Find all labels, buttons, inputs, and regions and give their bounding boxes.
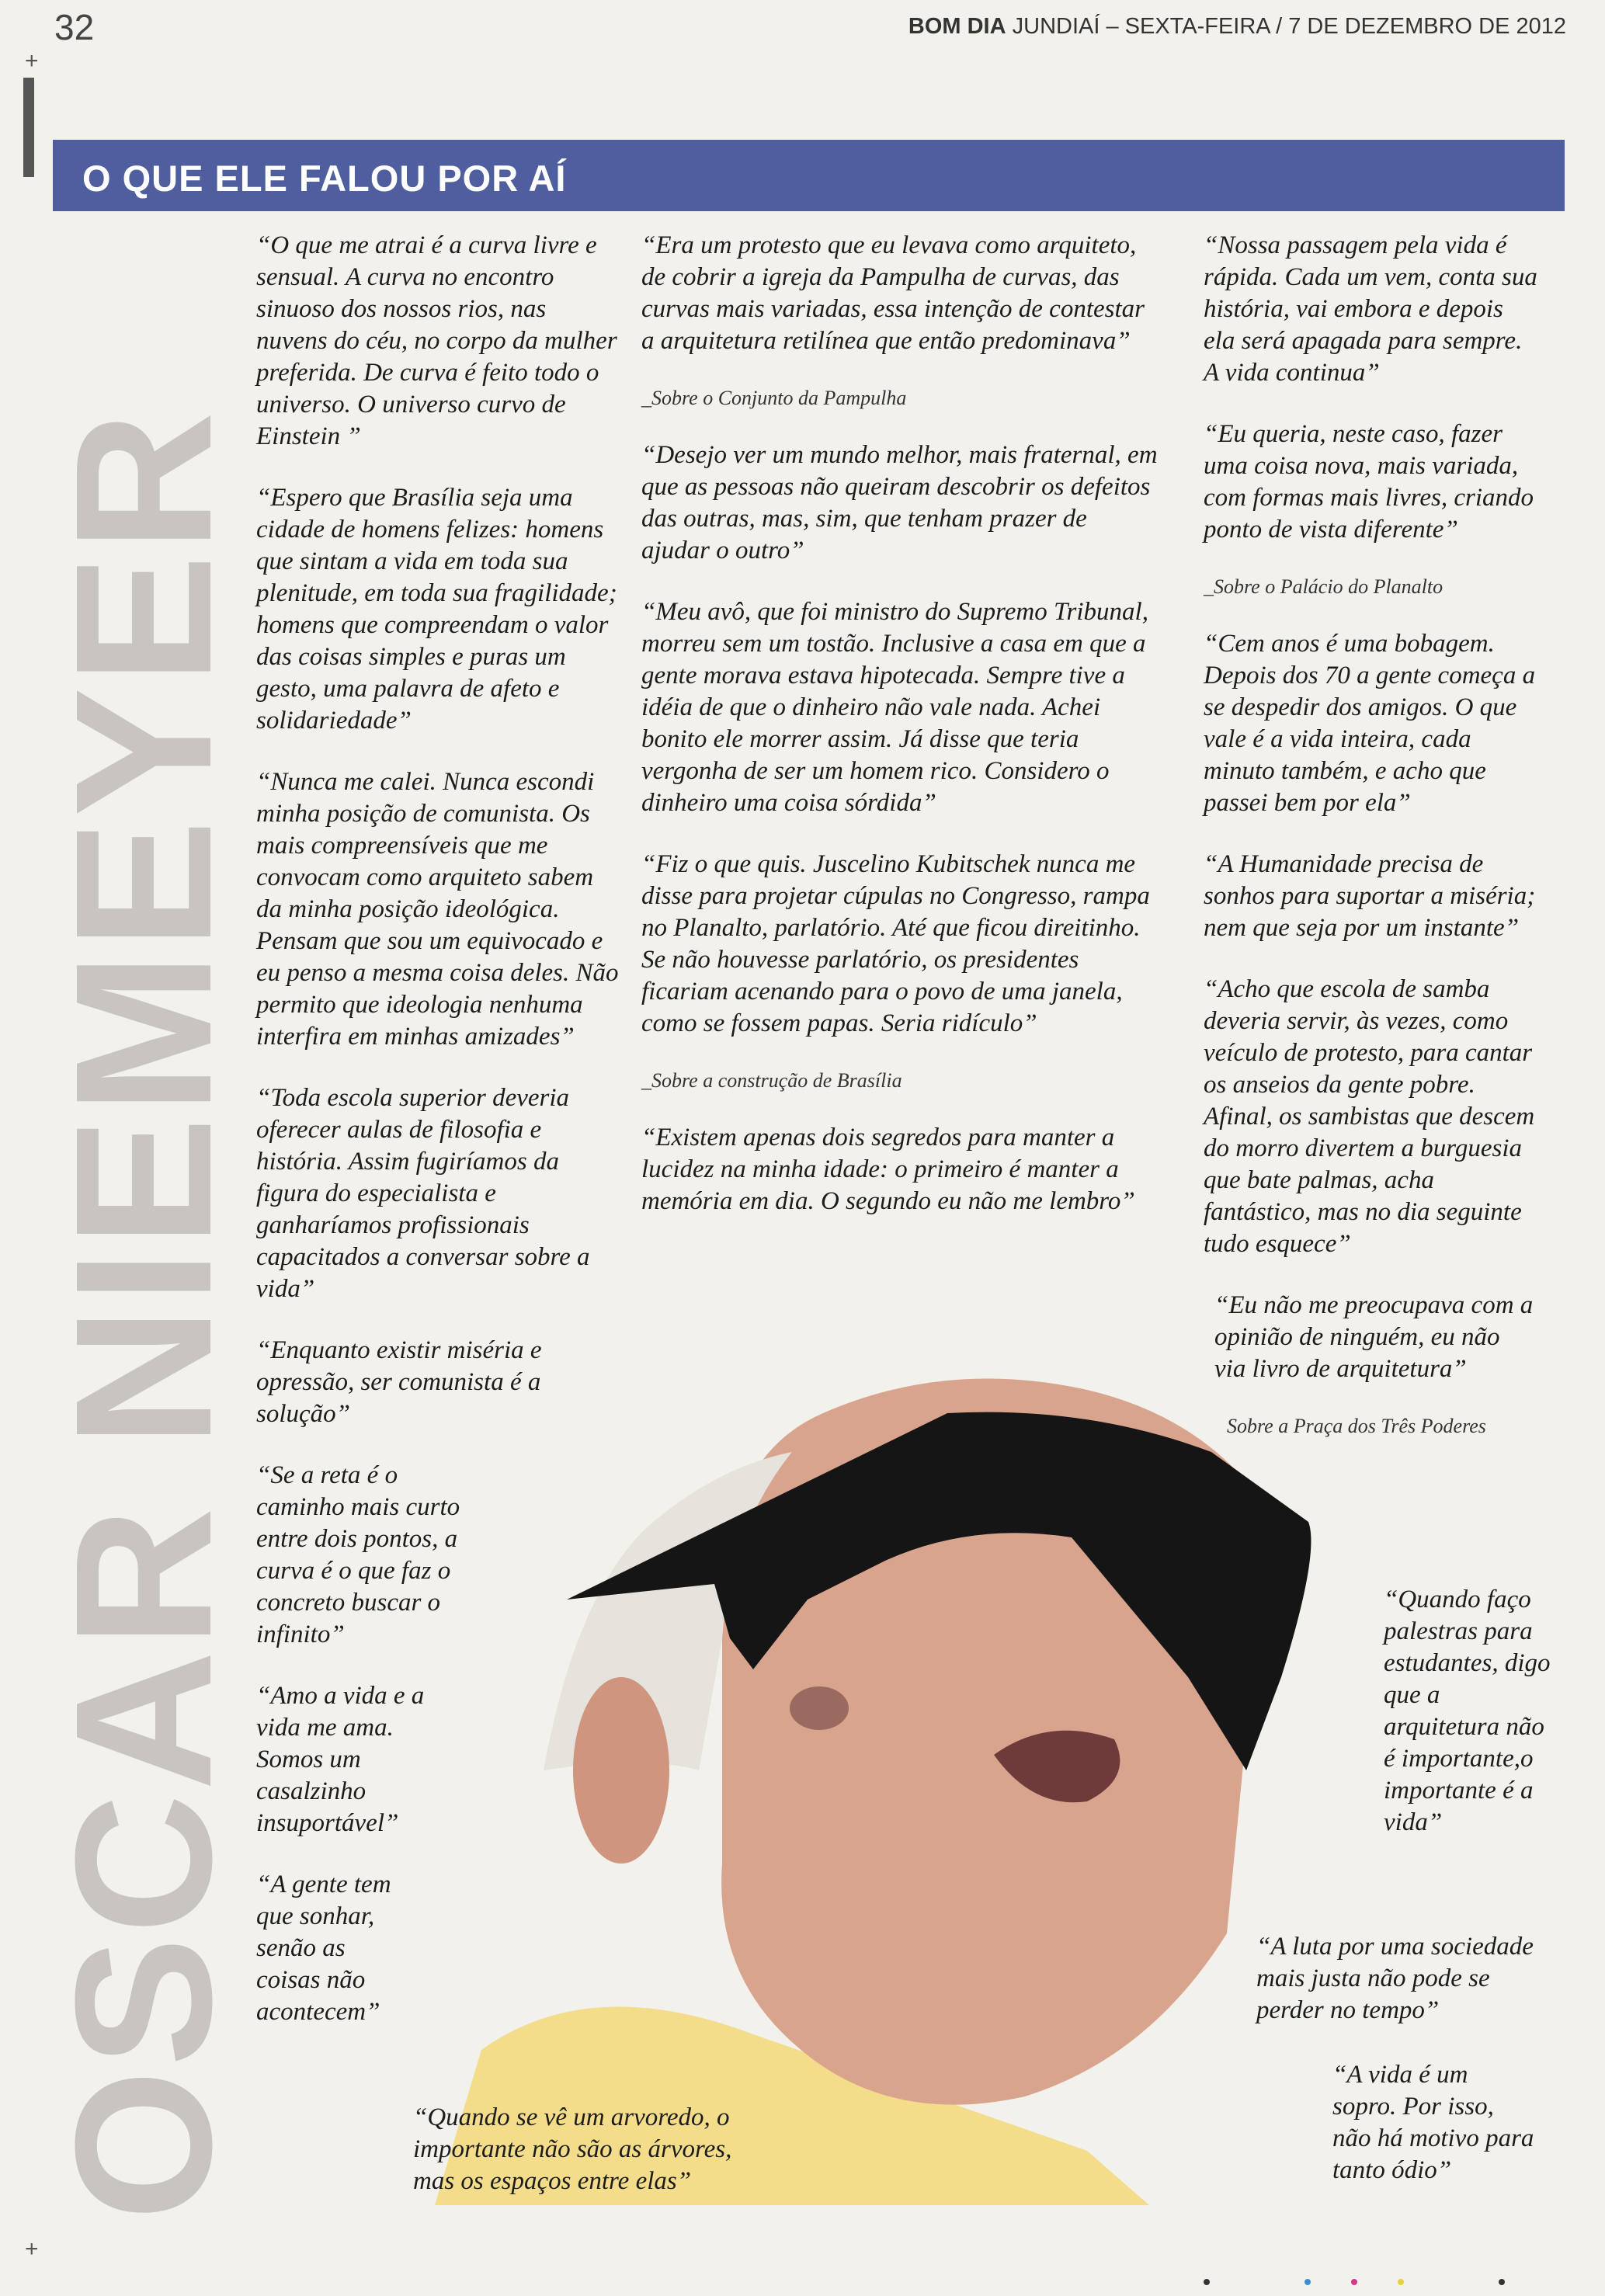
registration-dot-icon xyxy=(1304,2279,1311,2285)
registration-dot-icon xyxy=(1398,2279,1404,2285)
quote: “Quando faço palestras para estudantes, digo que a arquitetura não é importante,o importante é a vida” xyxy=(1384,1586,1551,1836)
section-header xyxy=(53,140,1565,211)
quote: “Nossa passagem pela vida é rápida. Cada um vem, conta sua história, vai embora e depois ela será apagada para sempre. A vida continua” xyxy=(1204,231,1537,387)
quote: “Acho que escola de samba deveria servir, às vezes, como veículo de protesto, para cantar os anseios da gente pobre. Afinal, os sambistas que descem do morro divertem a burguesia que bate palmas, acha fantástico, mas no dia seguinte tudo esquece” xyxy=(1204,975,1535,1258)
paper-name: BOM DIA xyxy=(908,14,1006,39)
quote: “Espero que Brasília seja uma cidade de homens felizes: homens que sintam a vida em toda sua plenitude, em toda sua fragilidade; homens que compreendam o valor das coisas simples e puras um gesto, uma palavra de afeto e solidariedade” xyxy=(256,484,617,735)
quote: “Existem apenas dois segredos para manter a lucidez na minha idade: o primeiro é manter a memória em dia. O segundo eu não me lembro” xyxy=(641,1124,1135,1215)
quote: “Amo a vida e a vida me ama. Somos um casalzinho insuportável” xyxy=(256,1682,425,1837)
quotes-column-2 xyxy=(641,230,1159,1247)
registration-dot-icon xyxy=(1499,2279,1505,2285)
quote: “Eu queria, neste caso, fazer uma coisa nova, mais variada, com formas mais livres, criando ponto de vista diferente” xyxy=(1204,420,1534,544)
section-title: O QUE ELE FALOU POR AÍ xyxy=(82,158,567,199)
quotes-column-3 xyxy=(1204,230,1537,1468)
quote-caption: _Sobre o Palácio do Planalto xyxy=(1204,575,1443,598)
vertical-title: OSCAR NIEMEYER xyxy=(35,408,252,2221)
page-number: 32 xyxy=(54,7,95,47)
registration-dot-icon xyxy=(1351,2279,1357,2285)
quote: “Quando se vê um arvoredo, o importante não são as árvores, mas os espaços entre elas” xyxy=(413,2103,732,2195)
quote: “A vida é um sopro. Por isso, não há motivo para tanto ódio” xyxy=(1332,2061,1534,2184)
margin-bar xyxy=(23,78,34,177)
age-spot xyxy=(790,1686,849,1730)
quote: “Se a reta é o caminho mais curto entre dois pontos, a curva é o que faz o concreto buscar o infinito” xyxy=(256,1461,460,1648)
quote: “A gente tem que sonhar, senão as coisas não acontecem” xyxy=(256,1870,391,2026)
edition-date: JUNDIAÍ – SEXTA-FEIRA / 7 DE DEZEMBRO DE 2012 xyxy=(1012,14,1566,39)
quote: “Enquanto existir miséria e opressão, ser comunista é a solução” xyxy=(256,1336,542,1428)
registration-dot-icon xyxy=(1204,2279,1210,2285)
masthead xyxy=(908,14,1566,40)
quote-caption: _Sobre a construção de Brasília xyxy=(641,1069,902,1092)
quote: “Fiz o que quis. Juscelino Kubitschek nunca me disse para projetar cúpulas no Congresso, rampa no Planalto, parlatório. Até que ficou direitinho. Se não houvesse parlatório, os presidentes ficariam acenando para o povo de uma janela, como se fossem papas. Seria ridículo” xyxy=(641,850,1150,1037)
quote: “Nunca me calei. Nunca escondi minha posição de comunista. Os mais compreensíveis que me convocam como arquiteto sabem da minha posição ideológica. Pensam que sou um equivocado e eu penso a mesma coisa deles. Não permito que ideologia nenhuma interfira em minhas amizades” xyxy=(256,768,619,1051)
quote: “A Humanidade precisa de sonhos para suportar a miséria; nem que seja por um instante” xyxy=(1204,850,1536,942)
quote: “Meu avô, que foi ministro do Supremo Tribunal, morreu sem um tostão. Inclusive a casa em que a gente morava estava hipotecada. Sempre tive a idéia de que o dinheiro não vale nada. Achei bonito ele morrer assim. Já disse que teria vergonha de ser um homem rico. Considero o dinheiro uma coisa sórdida” xyxy=(641,598,1148,817)
quote: “A luta por uma sociedade mais justa não pode se perder no tempo” xyxy=(1256,1933,1534,2024)
quote: “Era um protesto que eu levava como arquiteto, de cobrir a igreja da Pampulha de curvas, das curvas mais variadas, essa intenção de contestar a arquitetura retilínea que então predominava” xyxy=(641,231,1145,355)
quote: “Toda escola superior deveria oferecer aulas de filosofia e história. Assim fugiríamos da figura do especialista e ganharíamos profissionais capacitados a conversar sobre a vida” xyxy=(256,1084,590,1303)
quote: “O que me atrai é a curva livre e sensual. A curva no encontro sinuoso dos nossos rios, nas nuvens do céu, no corpo da mulher preferida. De curva é feito todo o universo. O universo curvo de Einstein ” xyxy=(256,231,617,450)
quote: “Cem anos é uma bobagem. Depois dos 70 a gente começa a se despedir dos amigos. O que vale é a vida inteira, cada minuto também, e acho que passei bem por ela” xyxy=(1204,630,1536,817)
registration-mark-icon: + xyxy=(25,2236,39,2262)
registration-mark-icon: + xyxy=(25,48,39,74)
quote: “Eu não me preocupava com a opinião de ninguém, eu não via livro de arquitetura” xyxy=(1214,1291,1534,1383)
quote-caption: _Sobre o Conjunto da Pampulha xyxy=(641,387,907,409)
quote: “Desejo ver um mundo melhor, mais fraternal, em que as pessoas não queiram descobrir os defeitos das outras, mas, sim, que tenham prazer de ajudar o outro” xyxy=(641,441,1158,564)
quote-caption: Sobre a Praça dos Três Poderes xyxy=(1227,1415,1486,1437)
quotes-column-1 xyxy=(256,230,621,2058)
